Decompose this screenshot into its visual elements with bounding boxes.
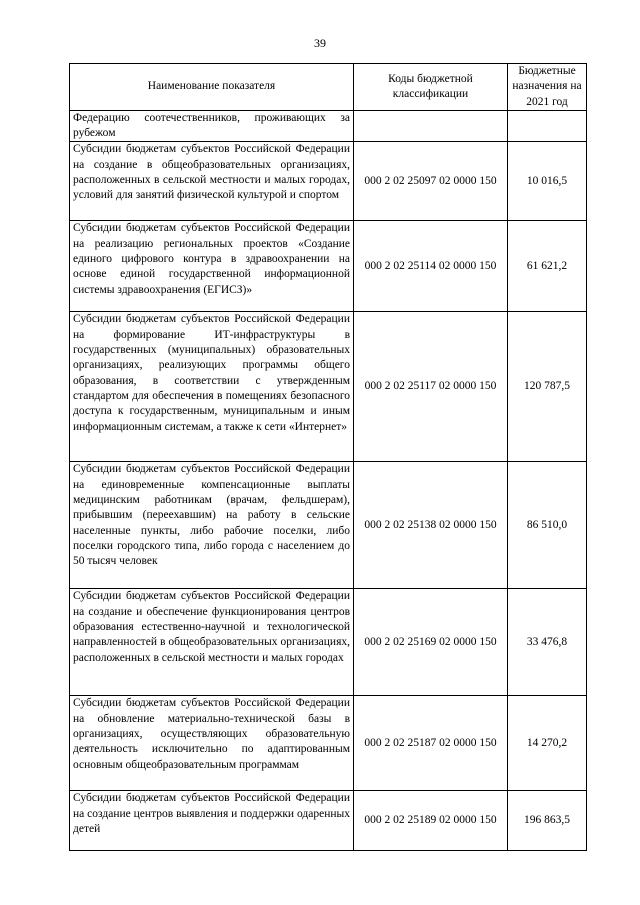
- budget-table: [69, 63, 587, 851]
- row-amount: 86 510,0: [508, 462, 587, 589]
- table-row: [70, 696, 587, 791]
- row-amount: 196 863,5: [508, 791, 587, 851]
- row-name: Федерацию соотечественников, проживающих за рубежом: [70, 110, 354, 142]
- table-row: [70, 142, 587, 221]
- table-row: [70, 791, 587, 851]
- row-code: 000 2 02 25138 02 0000 150: [354, 462, 508, 589]
- row-amount: 10 016,5: [508, 142, 587, 221]
- row-amount: 120 787,5: [508, 312, 587, 462]
- row-name: Субсидии бюджетам субъектов Российской Федерации на создание в общеобразовательных организациях, расположенных в сельской местности и малых городах, условий для занятий физической культурой и спортом: [70, 142, 354, 221]
- row-name: Субсидии бюджетам субъектов Российской Федерации на реализацию региональных проектов «Создание единого цифрового контура в здравоохранении на основе единой государственной информационной системы здравоохранения (ЕГИСЗ)»: [70, 221, 354, 312]
- table-row: [70, 312, 587, 462]
- row-code: 000 2 02 25169 02 0000 150: [354, 589, 508, 696]
- header-name: Наименование показателя: [70, 64, 354, 111]
- table-row: [70, 589, 587, 696]
- row-code: [354, 110, 508, 142]
- row-name: Субсидии бюджетам субъектов Российской Федерации на формирование ИТ-инфраструктуры в государственных (муниципальных) образовательных организациях, реализующих программы общего образования, в соответствии с утвержденным стандартом для обеспечения в помещениях безопасного доступа к государственным, муниципальным и иным информационным системам, а также к сети «Интернет»: [70, 312, 354, 462]
- row-code: 000 2 02 25187 02 0000 150: [354, 696, 508, 791]
- row-amount: 61 621,2: [508, 221, 587, 312]
- row-amount: 14 270,2: [508, 696, 587, 791]
- header-row: [70, 64, 587, 111]
- row-name: Субсидии бюджетам субъектов Российской Федерации на единовременные компенсационные выплаты медицинским работникам (врачам, фельдшерам), прибывшим (переехавшим) на работу в сельские населенные пункты, либо рабочие поселки, либо поселки городского типа, либо города с населением до 50 тысяч человек: [70, 462, 354, 589]
- row-code: 000 2 02 25097 02 0000 150: [354, 142, 508, 221]
- row-name: Субсидии бюджетам субъектов Российской Федерации на обновление материально-технической базы в организациях, осуществляющих образовательную деятельность исключительно по адаптированным основным общеобразовательным программам: [70, 696, 354, 791]
- header-amount: Бюджетные назначения на 2021 год: [508, 64, 587, 111]
- row-name: Субсидии бюджетам субъектов Российской Федерации на создание центров выявления и поддержки одаренных детей: [70, 791, 354, 851]
- row-code: 000 2 02 25117 02 0000 150: [354, 312, 508, 462]
- row-amount: [508, 110, 587, 142]
- table-row: [70, 110, 587, 142]
- table-row: [70, 221, 587, 312]
- row-code: 000 2 02 25189 02 0000 150: [354, 791, 508, 851]
- row-amount: 33 476,8: [508, 589, 587, 696]
- row-name: Субсидии бюджетам субъектов Российской Федерации на создание и обеспечение функционирования центров образования естественно-научной и технологической направленностей в общеобразовательных организациях, расположенных в сельской местности и малых городах: [70, 589, 354, 696]
- table-row: [70, 462, 587, 589]
- header-code: Коды бюджетной классификации: [354, 64, 508, 111]
- page-number: 39: [314, 36, 326, 50]
- row-code: 000 2 02 25114 02 0000 150: [354, 221, 508, 312]
